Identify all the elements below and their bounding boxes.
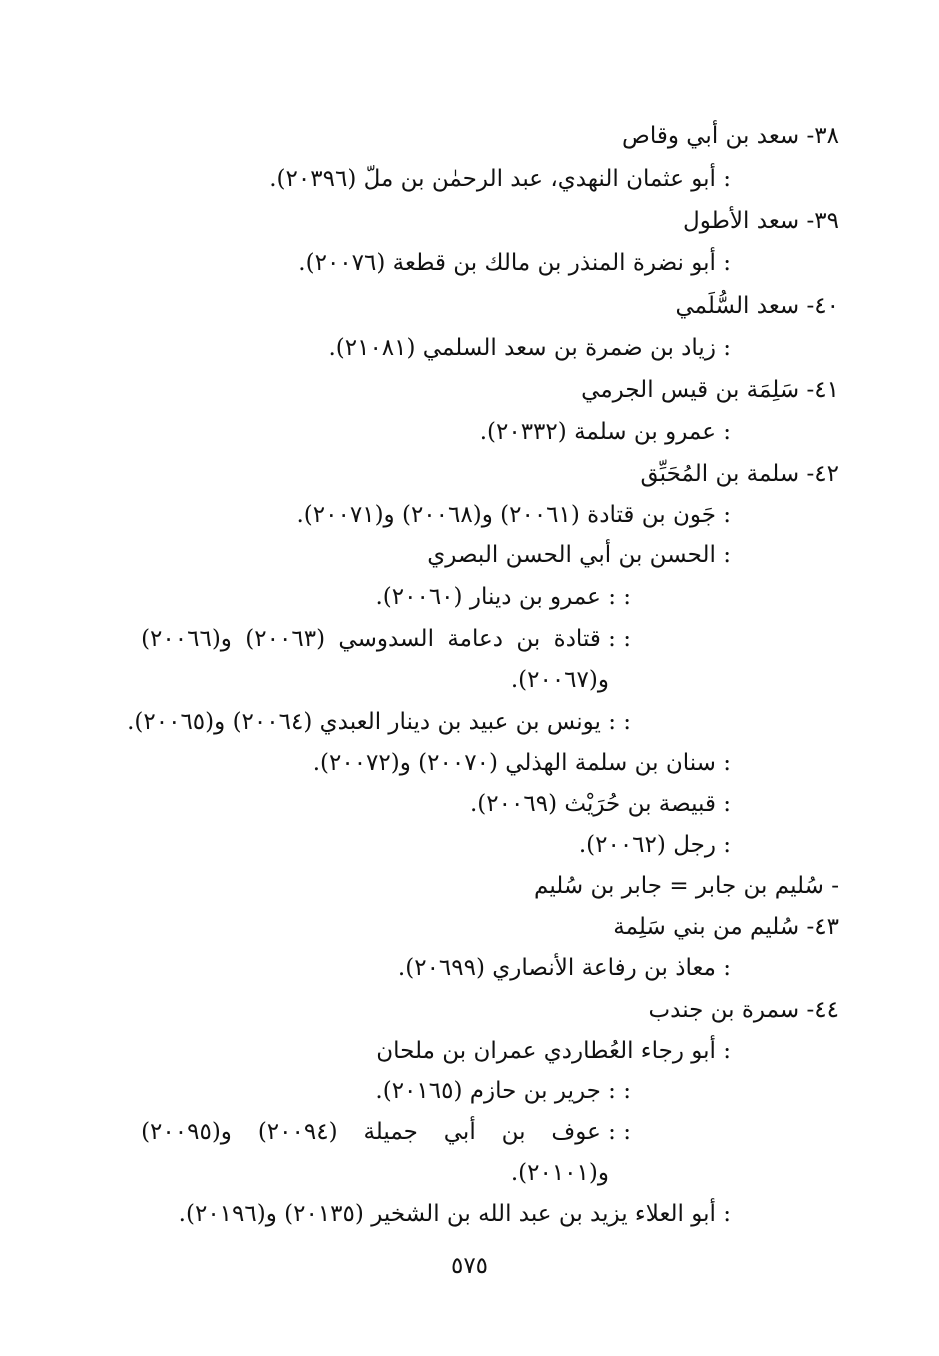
continuation-line: و(٢٠١٠١).: [510, 1160, 609, 1186]
entry-heading-39: ٣٩- سعد الأطول: [683, 208, 839, 234]
word: (٢٠٠٦٣): [245, 626, 326, 652]
narrator-line: : الحسن بن أبي الحسن البصري: [427, 542, 731, 568]
word: دعامة: [447, 626, 503, 652]
narrator-line: : أبو رجاء العُطاردي عمران بن ملحان: [376, 1038, 731, 1064]
word: بن: [501, 1119, 526, 1145]
sub-narrator-line: : : عمرو بن دينار (٢٠٠٦٠).: [375, 584, 631, 610]
entry-heading-43: ٤٣- سُليم من بني سَلِمة: [613, 914, 839, 940]
narrator-line: : أبو العلاء يزيد بن عبد الله بن الشخير (٢٠١٣٥) و(٢٠١٩٦).: [178, 1201, 731, 1227]
narrator-line: : أبو عثمان النهدي، عبد الرحمٰن بن ملّ (٢٠٣٩٦).: [269, 166, 731, 192]
narrator-line: : أبو نضرة المنذر بن مالك بن قطعة (٢٠٠٧٦).: [298, 250, 731, 276]
continuation-line: و(٢٠٠٦٧).: [510, 667, 609, 693]
sub-narrator-line-justified: [141, 1114, 631, 1150]
cross-reference-line: - سُليم بن جابر = جابر بن سُليم: [534, 873, 839, 899]
entry-heading-38: ٣٨- سعد بن أبي وقاص: [622, 123, 839, 149]
narrator-line: : سنان بن سلمة الهذلي (٢٠٠٧٠) و(٢٠٠٧٢).: [312, 750, 731, 776]
narrator-line: : جَون بن قتادة (٢٠٠٦١) و(٢٠٠٦٨) و(٢٠٠٧١).: [296, 502, 731, 528]
narrator-line: : عمرو بن سلمة (٢٠٣٣٢).: [479, 419, 731, 445]
narrator-line: : قبيصة بن حُرَيْث (٢٠٠٦٩).: [470, 791, 731, 817]
word: أبي: [443, 1119, 476, 1145]
word: و(٢٠٠٦٦): [141, 626, 232, 652]
narrator-line: : زياد بن ضمرة بن سعد السلمي (٢١٠٨١).: [328, 335, 731, 361]
sub-narrator-line-justified: [141, 621, 631, 657]
entry-heading-44: ٤٤- سمرة بن جندب: [648, 997, 839, 1023]
word: بن: [516, 626, 541, 652]
sub-narrator-line: : : جرير بن حازم (٢٠١٦٥).: [375, 1078, 631, 1104]
narrator-line: : رجل (٢٠٠٦٢).: [578, 832, 731, 858]
word: جميلة: [363, 1119, 418, 1145]
narrator-line: : معاذ بن رفاعة الأنصاري (٢٠٦٩٩).: [397, 955, 731, 981]
word: : : قتادة: [553, 626, 631, 652]
word: و(٢٠٠٩٥): [141, 1119, 232, 1145]
entry-heading-41: ٤١- سَلِمَة بن قيس الجرمي: [581, 377, 839, 403]
word: (٢٠٠٩٤): [257, 1119, 338, 1145]
word: السدوسي: [338, 626, 434, 652]
entry-heading-40: ٤٠- سعد السُّلَمي: [675, 293, 839, 319]
sub-narrator-line: : : يونس بن عبيد بن دينار العبدي (٢٠٠٦٤) و(٢٠٠٦٥).: [127, 709, 631, 735]
page-number: ٥٧٥: [450, 1253, 489, 1279]
entry-heading-42: ٤٢- سلمة بن المُحَبِّق: [640, 461, 839, 487]
word: : : عوف: [551, 1119, 631, 1145]
